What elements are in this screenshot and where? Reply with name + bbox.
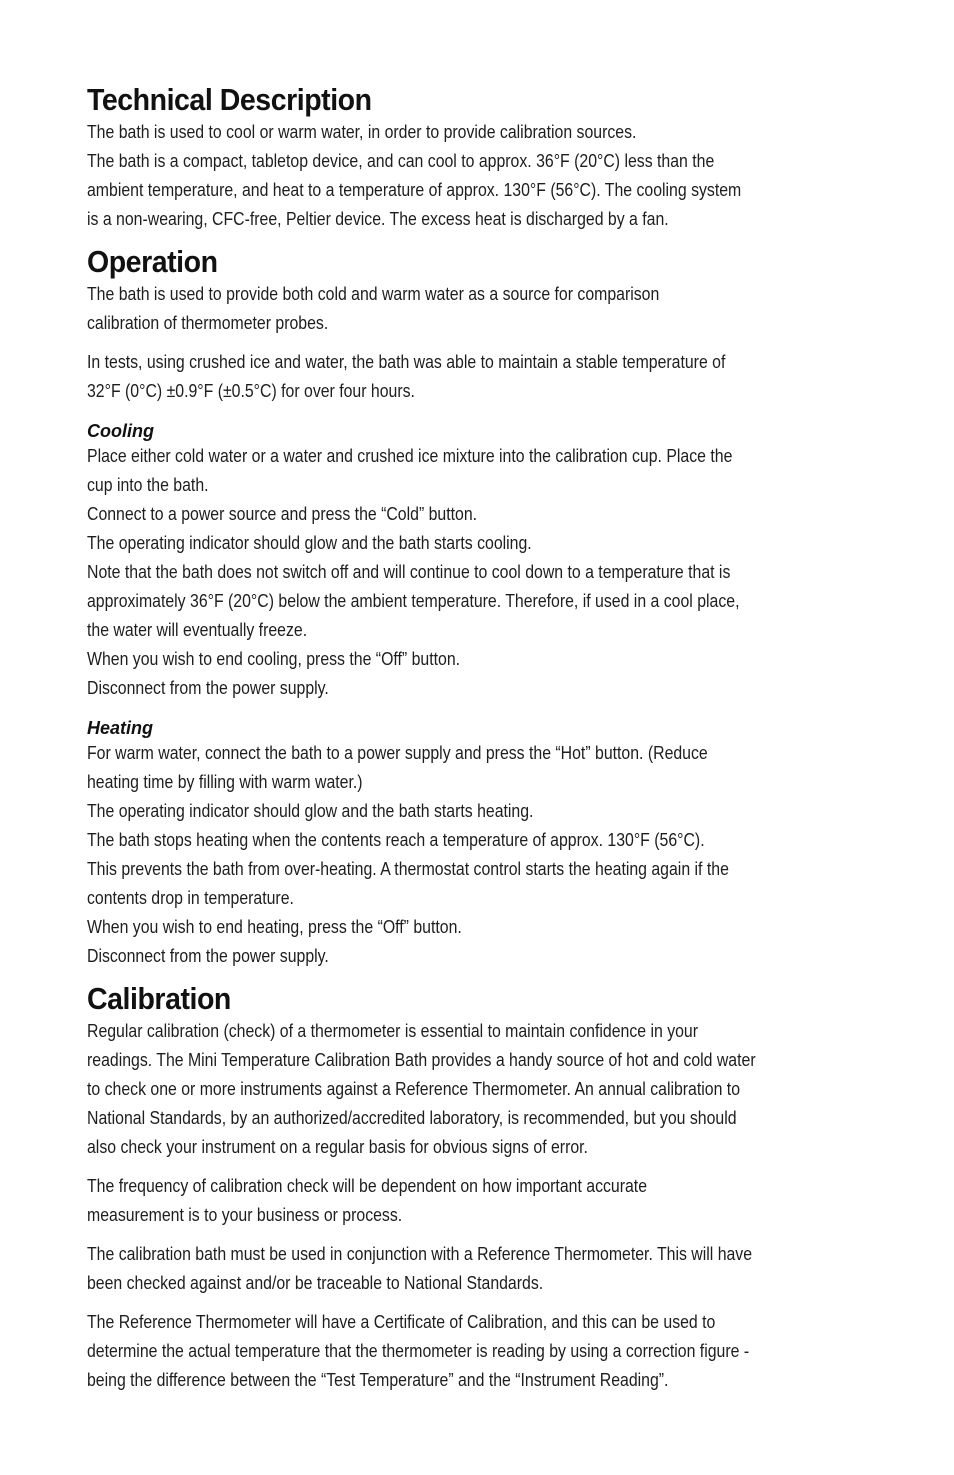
body-line: heating time by filling with warm water.) — [87, 772, 363, 792]
body-line: For warm water, connect the bath to a power supply and press the “Hot” button. (Reduce — [87, 743, 708, 763]
section-heading-calibration: Calibration — [87, 981, 231, 1016]
body-line: the water will eventually freeze. — [87, 620, 308, 640]
heating-body — [87, 739, 877, 971]
body-line: Disconnect from the power supply. — [87, 946, 329, 966]
body-line: The bath is a compact, tabletop device, and can cool to approx. 36°F (20°C) less than the — [87, 151, 715, 171]
body-line: The operating indicator should glow and the bath starts heating. — [87, 801, 534, 821]
body-line: Disconnect from the power supply. — [87, 678, 329, 698]
body-line: National Standards, by an authorized/accredited laboratory, is recommended, but you should — [87, 1108, 737, 1128]
body-line: calibration of thermometer probes. — [87, 313, 329, 333]
body-line: The bath stops heating when the contents reach a temperature of approx. 130°F (56°C). — [87, 830, 705, 850]
body-line: The frequency of calibration check will be dependent on how important accurate — [87, 1176, 648, 1196]
body-line: approximately 36°F (20°C) below the ambient temperature. Therefore, if used in a cool place, — [87, 591, 740, 611]
calibration-paragraph-1 — [87, 1017, 877, 1162]
subheading-cooling: Cooling — [87, 421, 154, 441]
body-line: readings. The Mini Temperature Calibration Bath provides a handy source of hot and cold water — [87, 1050, 756, 1070]
body-line: In tests, using crushed ice and water, the bath was able to maintain a stable temperature of — [87, 352, 726, 372]
body-line: being the difference between the “Test Temperature” and the “Instrument Reading”. — [87, 1370, 669, 1390]
calibration-paragraph-3 — [87, 1240, 877, 1298]
body-line: Regular calibration (check) of a thermometer is essential to maintain confidence in your — [87, 1021, 699, 1041]
calibration-paragraph-4 — [87, 1308, 877, 1395]
operation-paragraph-1 — [87, 280, 877, 338]
operation-paragraph-2 — [87, 348, 877, 406]
body-line: When you wish to end heating, press the “Off” button. — [87, 917, 462, 937]
body-line: The bath is used to cool or warm water, in order to provide calibration sources. — [87, 122, 637, 142]
body-line: The operating indicator should glow and the bath starts cooling. — [87, 533, 532, 553]
body-line: also check your instrument on a regular basis for obvious signs of error. — [87, 1137, 588, 1157]
body-line: to check one or more instruments against a Reference Thermometer. An annual calibration to — [87, 1079, 741, 1099]
subheading-heating: Heating — [87, 718, 154, 738]
technical-description-body — [87, 118, 877, 234]
body-line: been checked against and/or be traceable to National Standards. — [87, 1273, 544, 1293]
body-line: This prevents the bath from over-heating. A thermostat control starts the heating again if the — [87, 859, 729, 879]
section-heading-technical-description: Technical Description — [87, 82, 372, 117]
body-line: cup into the bath. — [87, 475, 209, 495]
calibration-paragraph-2 — [87, 1172, 877, 1230]
body-line: is a non-wearing, CFC-free, Peltier device. The excess heat is discharged by a fan. — [87, 209, 669, 229]
body-line: 32°F (0°C) ±0.9°F (±0.5°C) for over four hours. — [87, 381, 415, 401]
body-line: ambient temperature, and heat to a temperature of approx. 130°F (56°C). The cooling system — [87, 180, 742, 200]
body-line: When you wish to end cooling, press the “Off” button. — [87, 649, 461, 669]
body-line: Place either cold water or a water and crushed ice mixture into the calibration cup. Place the — [87, 446, 733, 466]
document-page — [87, 82, 877, 1395]
cooling-body — [87, 442, 877, 703]
section-heading-operation: Operation — [87, 244, 218, 279]
body-line: Connect to a power source and press the “Cold” button. — [87, 504, 478, 524]
body-line: The Reference Thermometer will have a Certificate of Calibration, and this can be used to — [87, 1312, 716, 1332]
body-line: The bath is used to provide both cold and warm water as a source for comparison — [87, 284, 660, 304]
body-line: measurement is to your business or process. — [87, 1205, 403, 1225]
body-line: The calibration bath must be used in conjunction with a Reference Thermometer. This will have — [87, 1244, 753, 1264]
body-line: determine the actual temperature that the thermometer is reading by using a correction figure - — [87, 1341, 750, 1361]
body-line: Note that the bath does not switch off and will continue to cool down to a temperature that is — [87, 562, 731, 582]
body-line: contents drop in temperature. — [87, 888, 294, 908]
